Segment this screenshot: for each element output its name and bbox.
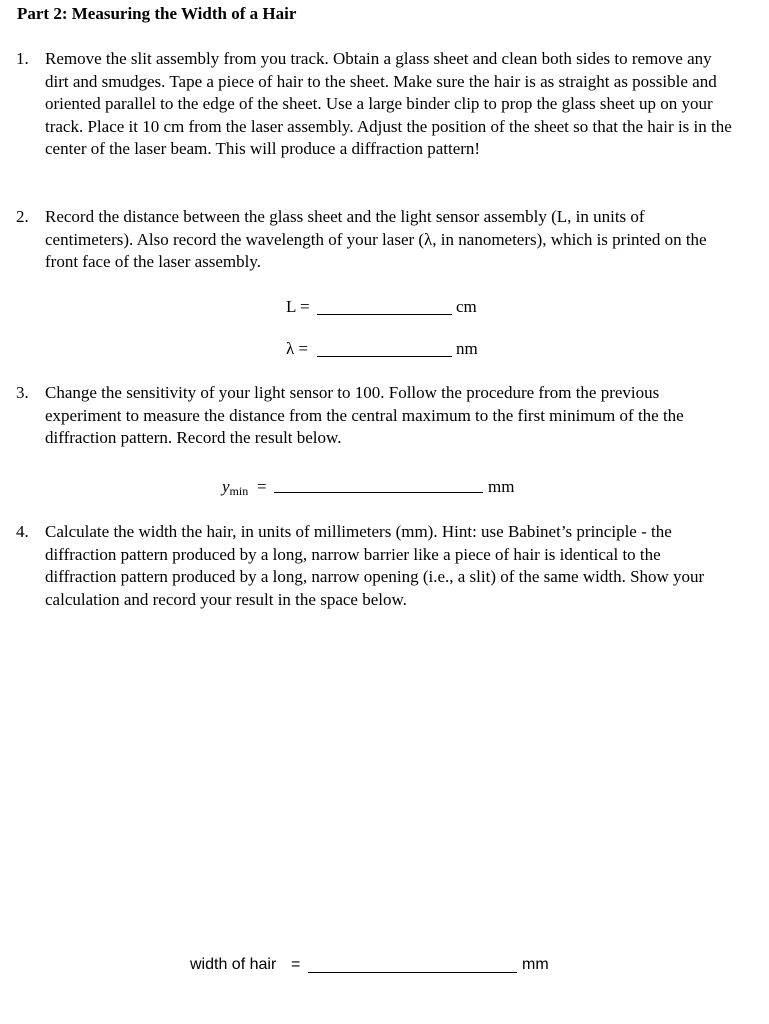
item-number: 3.	[16, 383, 29, 402]
ymin-variable: y	[222, 477, 230, 496]
item-number: 2.	[16, 207, 29, 226]
item-text: Record the distance between the glass sheet and the light sensor assembly (L, in units of centimeters). Also record the wavelength of your laser (λ, in nanometers), which is printed on the front face of the laser assembly.	[45, 207, 707, 272]
item-number: 4.	[16, 522, 29, 541]
item-text: Remove the slit assembly from you track. Obtain a glass sheet and clean both sides to remove any dirt and smudges. Tape a piece of hair to the sheet. Make sure the hair is as straight as possible and oriented parallel to the edge of the sheet. Use a large binder clip to prop the glass sheet up on your track. Place it 10 cm from the laser assembly. Adjust the position of the sheet so that the hair is in the center of the laser beam. This will produce a diffraction pattern!	[45, 49, 732, 159]
lambda-unit: nm	[456, 339, 478, 358]
l-label: L =	[286, 297, 310, 316]
ymin-field	[222, 477, 515, 501]
width-answer-blank[interactable]	[308, 972, 517, 973]
page-title: Part 2: Measuring the Width of a Hair	[17, 4, 297, 23]
lambda-answer-blank[interactable]	[317, 356, 452, 357]
width-equals: =	[291, 956, 301, 973]
ymin-label	[222, 477, 248, 501]
item-text: Change the sensitivity of your light sensor to 100. Follow the procedure from the previous experiment to measure the distance from the central maximum to the first minimum of the the diffraction pattern. Record the result below.	[45, 383, 684, 448]
ymin-subscript: min	[229, 484, 249, 498]
width-label: width of hair	[190, 956, 277, 973]
list-item	[16, 206, 736, 274]
ymin-answer-blank[interactable]	[274, 492, 483, 493]
width-unit: mm	[522, 956, 549, 973]
lambda-field	[286, 339, 478, 359]
l-field	[286, 297, 477, 317]
item-number: 1.	[16, 49, 29, 68]
l-unit: cm	[456, 297, 477, 316]
item-text: Calculate the width the hair, in units of millimeters (mm). Hint: use Babinet’s principle - the diffraction pattern produced by a long, narrow barrier like a piece of hair is identical to the diffraction pattern produced by a long, narrow opening (i.e., a slit) of the same width. Show your calculation and record your result in the space below.	[45, 522, 705, 609]
lambda-label: λ =	[286, 339, 309, 358]
l-answer-blank[interactable]	[317, 314, 452, 315]
ymin-unit: mm	[488, 477, 515, 496]
ymin-equals: =	[257, 477, 267, 496]
list-item	[16, 382, 736, 450]
list-item	[16, 521, 736, 611]
width-field	[190, 955, 549, 975]
list-item	[16, 48, 736, 161]
